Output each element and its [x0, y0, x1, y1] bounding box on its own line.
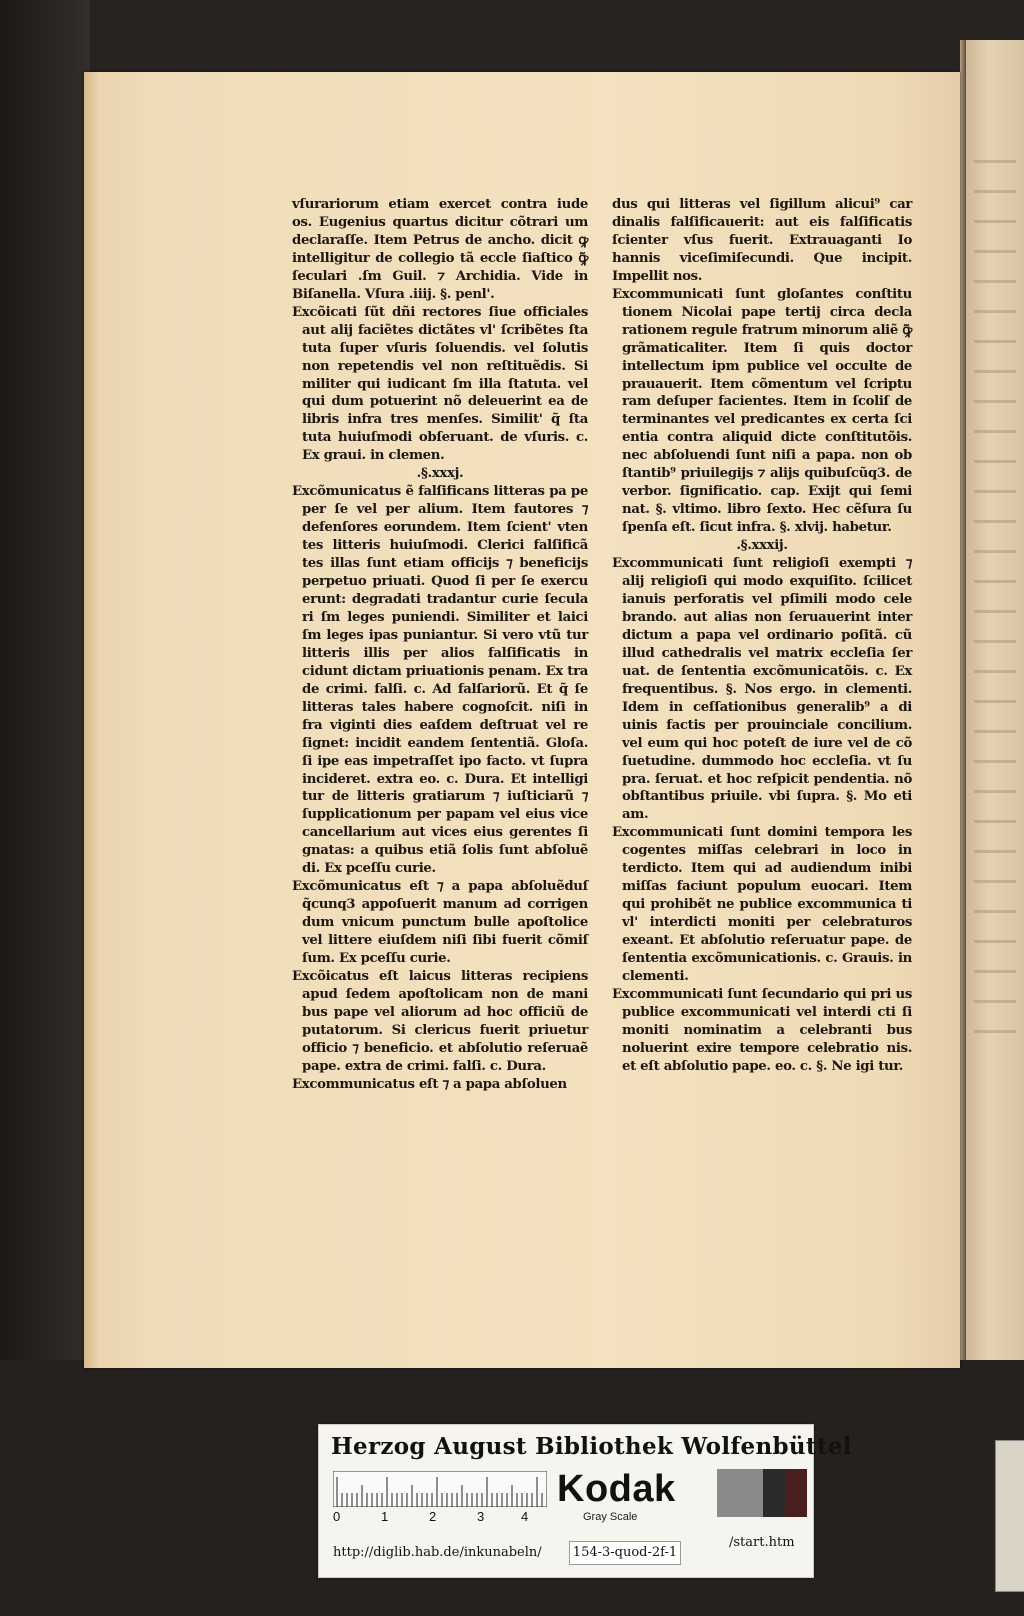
url-suffix: /start.htm: [729, 1535, 795, 1550]
library-title: Herzog August Bibliothek Wolfenbüttel: [331, 1433, 852, 1460]
section-number: .§.xxxj.: [416, 466, 464, 482]
dark-swatch: [763, 1469, 785, 1517]
paragraph: Excommunicatus eſt ⁊ a papa abſoluen: [292, 1076, 567, 1092]
ruler-number: 3: [477, 1509, 485, 1524]
ruler-number: 0: [333, 1509, 341, 1524]
kodak-logo: Kodak: [557, 1468, 676, 1510]
ruler-number: 4: [521, 1509, 529, 1524]
ruler-number: 1: [381, 1509, 389, 1524]
paragraph: Excõmunicatus ẽ falſificans litteras pa pe per ſe vel per alium. Item fautores ⁊ defenſores eorundem. Item ſcient' vten tes litteris huiuſmodi. Clerici falſificã tes illas ſunt etiam officijs ⁊ beneficijs perpetuo priuati. Quod ſi per ſe exercu erunt: degradati tradantur curie ſecula ri ſm leges puniendi. Similiter et laici ſm leges ipas puniantur. Si vero vtũ tur litteris illis per alios falſificatis in cidunt dictam priuationis penam. Ex tra de crimi. falſi. c. Ad falſariorũ. Et q̃ ſe litteras tales habere cognoſcit. niſi in fra viginti dies eaſdem deſtruat vel re ſignet: incidit eandem ſententiã. Gloſa. ſi ipe eas impetraſſet ipo facto. vt ſupra incideret. extra eo. c. Dura. Et intelligi tur de litteris gratiarum ⁊ iuſticiarũ ⁊ ſupplicationum per papam vel eius vice cancellarium aut vices eius gerentes ſi gnatas: a quibus etiã ſolis ſunt abſoluẽ di. Ex pceſſu curie.: [292, 484, 588, 877]
paragraph: Excommunicati ſunt ſecundario qui pri us publice excommunicati vel interdi cti ſi moniti nominatim a celebranti bus noluerint exire tempore celebratio nis. et eſt abſolutio pape. eo. c. §. Ne igi tur.: [612, 986, 912, 1074]
color-target-card: [318, 1424, 852, 1578]
paragraph: vſurariorum etiam exercet contra iude os. Eugenius quartus dicitur cõtrari um declaraſſe. Item Petrus de ancho. dicit ꝙ intelligitur de collegio tã eccle ſiaſtico ꝙ̃ ſeculari .ſm Guil. ⁊ Archidia. Vide in Biſanella. Vſura .iiij. §. penl'.: [292, 197, 588, 302]
facing-page-edge: [966, 40, 1024, 1360]
paragraph: Excommunicati ſunt domini tempora les cogentes miſſas celebrari in loco in terdicto. Item qui ad audiendum inibi miſſas faciunt populum euocari. Item qui prohibẽt ne publice excommunica ti vl' interdicti moniti per celebraturos exeant. Et abſolutio reſeruatur pape. de ſententia excõmunicationis. c. Grauis. in clementi.: [612, 825, 912, 984]
paragraph: Excommunicati ſunt religioſi exempti ⁊ alij religioſi qui modo exquiſito. ſcilicet ianuis perforatis vel pſimili modo cele brando. aut alias non ſeruauerint inter dictum a papa vel ordinario poſitã. cũ illud cathedralis vel matrix eccleſia ſer uat. de ſententia excõmunicatõis. c. Ex frequentibus. §. Nos ergo. in clementi. Idem in ceſſationibus generalib⁹ a di uinis factis per prouinciale concilium. vel eum qui hoc poteſt de iure vel de cõ ſuetudine. dummodo hoc eccleſia. vt ſu pra. ſeruat. et hoc reſpicit pendentia. nõ obſtantibus priuile. vbi ſupra. §. Mo eti am.: [612, 556, 912, 823]
gray-scale-label: Gray Scale: [583, 1511, 638, 1523]
neighbor-target-strip: [995, 1440, 1024, 1592]
paragraph: Excommunicati ſunt gloſantes conſtitu tionem Nicolai pape tertij circa decla rationem regule fratrum minorum aliẽ ꝙ̃ grãmaticaliter. Item ſi quis doctor intellectum ipm publice vel occulte de prauauerit. Item cõmentum vel ſcriptu ram deſuper facientes. Item in ſcoliſ de terminantes vel predicantes ex certa ſci entia contra aliquid dicte conſtitutõis. nec abſoluendi ſunt niſi a papa. non ob ſtantib⁹ priuilegijs ⁊ alijs quibuſcũq3. de verbor. ſignificatio. cap. Exijt qui ſemi nat. §. vltimo. libro ſexto. Hec cẽſura ſu ſpenſa eſt. ſicut infra. §. xlvij. habetur.: [612, 286, 912, 536]
ruler-number: 2: [429, 1509, 437, 1524]
paragraph: Excõmunicatus eſt ⁊ a papa abſoluẽduſ q̃cunq3 appoſuerit manum ad corrigen dum vnicum punctum bulle apoſtolice vel littere eiuſdem niſi ſibi fuerit cõmiſ ſum. Ex pceſſu curie.: [292, 879, 588, 967]
text-column-left: [292, 196, 588, 1094]
page-edge: [84, 72, 102, 1368]
digital-library-url: http://diglib.hab.de/inkunabeln/: [333, 1545, 542, 1560]
shelfmark-box: 154-3-quod-2f-1: [569, 1541, 681, 1565]
ruler-numbers: [333, 1509, 563, 1527]
paragraph: Excõicati ſũt dñi rectores ſiue officiales aut alij faciẽtes dictãtes vl' ſcribẽtes ſta tuta ſuper vſuris ſoluendis. vel ſolutis non repetendis vel non reſtituẽdis. Si militer qui iudicant ſm illa ſtatuta. vel qui dum potuerint nõ deleuerint ea de libris infra tres menſes. Similit' q̃ ſta tuta huiuſmodi obſeruant. de vſuris. c. Ex graui. in clemen.: [292, 304, 588, 464]
section-number: .§.xxxij.: [736, 538, 788, 554]
scale-ruler: [333, 1471, 547, 1507]
maroon-swatch: [785, 1469, 807, 1517]
gray-swatch: [717, 1469, 763, 1517]
text-column-right: [612, 196, 912, 1076]
paragraph: dus qui litteras vel ſigillum alicui⁹ car dinalis falſificauerit: aut eis falſificatis ſcienter vſus fuerit. Extrauaganti Io hannis viceſimiſecundi. Que incipit. Impellit nos.: [612, 197, 912, 284]
paragraph: Excõicatus eſt laicus litteras recipiens apud ſedem apoſtolicam non de mani bus pape vel aliorum ad hoc officiũ de putatorum. Si clericus fuerit priuetur officio ⁊ beneficio. et abſolutio reſeruaẽ pape. extra de crimi. falſi. c. Dura.: [292, 968, 588, 1074]
